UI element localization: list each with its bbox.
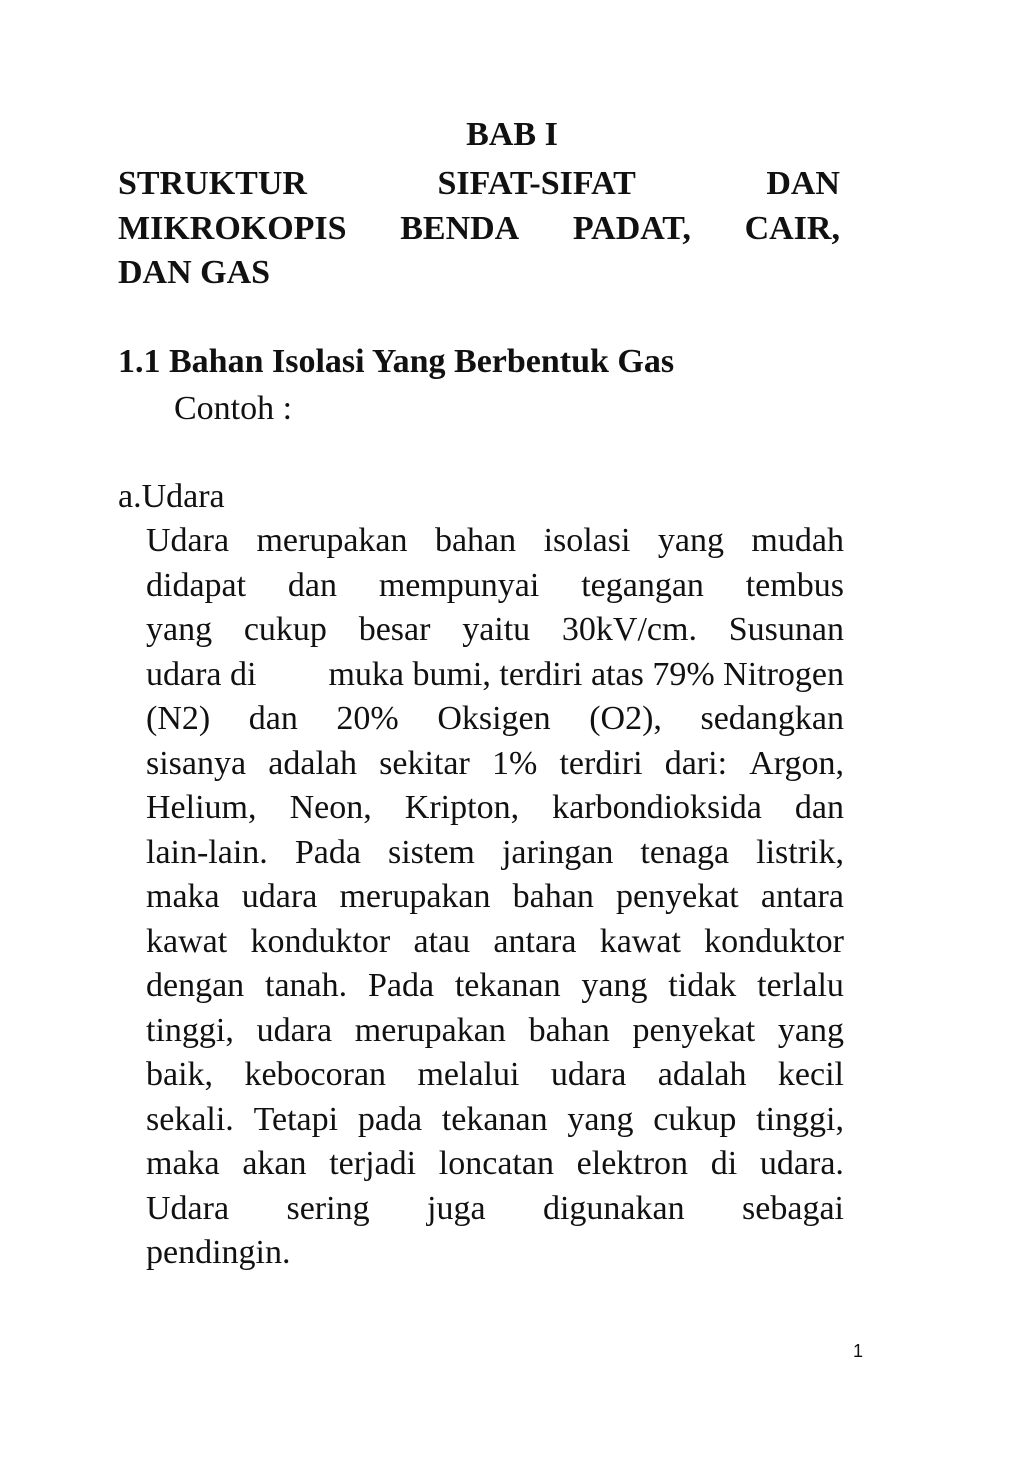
body-word: karbondioksida bbox=[552, 789, 762, 826]
body-word: udara. bbox=[759, 1145, 844, 1182]
title-word: STRUKTUR bbox=[118, 165, 307, 202]
body-word: mudah bbox=[751, 522, 844, 559]
body-word: penyekat bbox=[632, 1011, 756, 1049]
body-line bbox=[146, 608, 844, 653]
body-line bbox=[146, 1053, 844, 1098]
body-word: Kripton, bbox=[404, 789, 520, 826]
body-word: dengan bbox=[146, 967, 245, 1004]
body-word: antara bbox=[760, 878, 844, 915]
body-line bbox=[146, 1009, 844, 1054]
body-word: pada bbox=[357, 1100, 423, 1138]
title-word: DAN GAS bbox=[118, 254, 271, 291]
body-line bbox=[146, 920, 844, 965]
body-word: adalah bbox=[268, 744, 357, 782]
body-word: yang bbox=[567, 1100, 634, 1138]
body-line bbox=[146, 697, 844, 742]
body-word: sedangkan bbox=[700, 700, 844, 737]
body-word: bahan bbox=[434, 522, 517, 559]
body-word: Argon, bbox=[749, 744, 844, 782]
body-word: (O2), bbox=[589, 700, 662, 737]
chapter-title-line bbox=[118, 251, 840, 295]
body-word: Pada bbox=[294, 833, 361, 871]
chapter-title-line bbox=[118, 207, 840, 251]
body-paragraph bbox=[146, 519, 844, 1276]
body-word: isolasi bbox=[543, 522, 631, 559]
body-word: Pada bbox=[367, 967, 435, 1004]
body-word: tidak bbox=[668, 967, 737, 1004]
body-word: yaitu bbox=[462, 611, 531, 648]
body-word: Tetapi bbox=[253, 1100, 339, 1138]
body-line bbox=[146, 1098, 844, 1143]
body-word: yang bbox=[581, 967, 648, 1004]
body-word: muka bumi, terdiri atas 79% Nitrogen bbox=[328, 655, 844, 693]
body-word: tinggi, bbox=[756, 1100, 844, 1138]
body-word: kawat bbox=[599, 922, 681, 960]
body-word: bahan bbox=[512, 878, 594, 915]
body-word: kebocoran bbox=[244, 1056, 387, 1093]
body-line bbox=[146, 519, 844, 564]
body-word: tekanan bbox=[441, 1100, 548, 1138]
body-word: tekanan bbox=[454, 967, 561, 1004]
body-line bbox=[146, 653, 844, 698]
body-word: jaringan bbox=[501, 833, 614, 871]
body-word: loncatan bbox=[438, 1145, 554, 1182]
title-word: CAIR, bbox=[744, 210, 840, 247]
body-word: Oksigen bbox=[437, 700, 551, 737]
body-word: udara bbox=[256, 1011, 333, 1049]
body-word: sekitar bbox=[379, 744, 470, 782]
body-word: cukup bbox=[653, 1100, 737, 1138]
item-heading: a.Udara bbox=[118, 478, 225, 515]
body-line bbox=[146, 875, 844, 920]
body-word: tegangan bbox=[581, 566, 704, 604]
title-word: MIKROKOPIS bbox=[118, 210, 347, 247]
body-word: merupakan bbox=[339, 878, 491, 915]
body-line bbox=[146, 564, 844, 609]
body-word: sekali. bbox=[146, 1100, 234, 1138]
body-word: tinggi, bbox=[146, 1011, 234, 1049]
body-word: besar bbox=[358, 611, 431, 648]
body-word: bahan bbox=[528, 1011, 610, 1049]
body-word: atau bbox=[413, 922, 471, 960]
body-word: baik, bbox=[146, 1056, 214, 1093]
body-word: konduktor bbox=[250, 922, 391, 960]
body-line bbox=[146, 742, 844, 787]
title-word: BENDA bbox=[400, 210, 520, 247]
body-word: mempunyai bbox=[378, 566, 540, 604]
body-word: digunakan bbox=[542, 1189, 685, 1227]
body-line bbox=[146, 831, 844, 876]
body-word: Helium, bbox=[146, 789, 257, 826]
body-word: penyekat bbox=[616, 878, 739, 915]
body-word: yang bbox=[146, 611, 213, 648]
body-line bbox=[146, 1142, 844, 1187]
body-word: dan bbox=[287, 566, 337, 604]
title-word: SIFAT-SIFAT bbox=[437, 165, 636, 202]
body-word: kecil bbox=[777, 1056, 844, 1093]
body-line bbox=[146, 964, 844, 1009]
body-word: terjadi bbox=[329, 1145, 417, 1182]
chapter-label: BAB I bbox=[466, 116, 558, 153]
body-word: kawat bbox=[146, 922, 228, 960]
body-word: terlalu bbox=[757, 967, 844, 1004]
body-word: (N2) bbox=[146, 700, 211, 737]
body-word: maka bbox=[146, 1145, 220, 1182]
body-word: tenaga bbox=[640, 833, 730, 871]
body-word: Udara bbox=[146, 1189, 230, 1227]
body-word: dan bbox=[794, 789, 844, 826]
body-word: Udara bbox=[146, 522, 230, 559]
body-line bbox=[146, 1187, 844, 1232]
body-line bbox=[146, 1231, 844, 1276]
body-word: konduktor bbox=[704, 922, 844, 960]
chapter-title-line bbox=[118, 162, 840, 206]
body-word: dan bbox=[248, 700, 298, 737]
body-word: dari: bbox=[664, 744, 728, 782]
body-word: udara bbox=[241, 878, 318, 915]
body-word: yang bbox=[777, 1011, 844, 1049]
body-word: melalui bbox=[417, 1056, 520, 1093]
body-word: tembus bbox=[745, 566, 844, 604]
body-word: yang bbox=[657, 522, 724, 559]
title-word: PADAT, bbox=[572, 210, 691, 247]
body-word: udara di bbox=[146, 655, 257, 693]
example-label: Contoh : bbox=[174, 390, 293, 427]
body-word: merupakan bbox=[256, 522, 408, 559]
body-word: merupakan bbox=[354, 1011, 506, 1049]
body-word: maka bbox=[146, 878, 220, 915]
body-word: Neon, bbox=[289, 789, 372, 826]
page-number: 1 bbox=[852, 1341, 863, 1361]
body-word: adalah bbox=[657, 1056, 747, 1093]
body-line bbox=[146, 786, 844, 831]
body-word: Susunan bbox=[728, 611, 844, 648]
body-word: tanah. bbox=[265, 967, 348, 1004]
body-word: antara bbox=[493, 922, 577, 960]
body-word: sistem bbox=[387, 833, 475, 871]
body-word: 1% bbox=[491, 744, 538, 782]
body-word: terdiri bbox=[559, 744, 643, 782]
body-word: elektron bbox=[576, 1145, 689, 1182]
body-word: sering bbox=[286, 1189, 370, 1227]
body-word: cukup bbox=[243, 611, 327, 648]
title-word: DAN bbox=[766, 165, 840, 202]
body-word: sebagai bbox=[742, 1189, 844, 1227]
body-word: sisanya bbox=[146, 744, 247, 782]
body-word: pendingin. bbox=[146, 1234, 291, 1271]
body-word: listrik, bbox=[756, 833, 844, 871]
body-word: akan bbox=[242, 1145, 307, 1182]
body-word: udara bbox=[550, 1056, 627, 1093]
body-word: juga bbox=[427, 1189, 486, 1227]
body-word: 20% bbox=[336, 700, 399, 737]
body-word: didapat bbox=[146, 566, 247, 604]
body-word: lain-lain. bbox=[146, 833, 268, 871]
section-heading: 1.1 Bahan Isolasi Yang Berbentuk Gas bbox=[118, 343, 675, 380]
body-word: di bbox=[710, 1145, 738, 1182]
body-word: 30kV/cm. bbox=[561, 611, 697, 648]
